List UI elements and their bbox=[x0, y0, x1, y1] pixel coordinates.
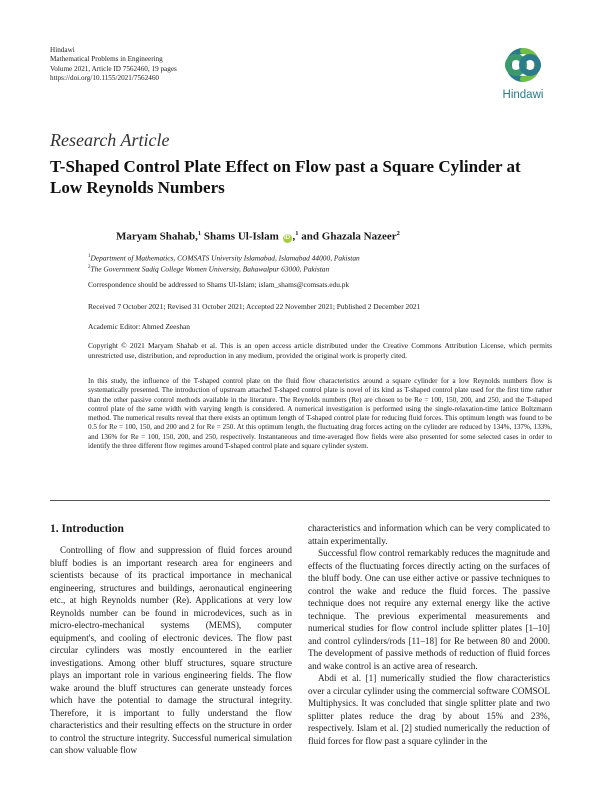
author-affiliation-mark: 1 bbox=[197, 230, 202, 237]
author-name: Maryam Shahab, bbox=[116, 230, 198, 243]
correspondence: Correspondence should be addressed to Shams Ul-Islam; islam_shams@comsats.edu.pk bbox=[88, 280, 350, 289]
author-list: Maryam Shahab,$^1$ Shams Ul-Islam iD ,$^1$ and Ghazala Nazeer$^2$ bbox=[116, 230, 400, 243]
academic-editor: Academic Editor: Ahmed Zeeshan bbox=[88, 322, 190, 331]
affiliation-text: The Government Sadiq College Women University, Bahawalpur 63000, Pakistan bbox=[90, 264, 330, 274]
orcid-icon[interactable]: iD bbox=[284, 234, 291, 241]
hindawi-logo bbox=[494, 45, 552, 105]
author-affiliation-mark: 2 bbox=[396, 230, 400, 237]
abstract: In this study, the influence of the T-shaped control plate on the fluid flow characteristics around a square cylinder for a low Reynolds numbers flow is systematically presented. The introduction of upstream attached T-shaped control plate is novel of its kind as T-shaped control plate used for the first time rather than the other passive control methods available in the literature. The Reynolds numbers (Re) are chosen to be Re = 100, 150, 200, and 250, and the T-shaped control plate of the same width with varying length is considered. A numerical investigation is performed using the single-relaxation-time lattice Boltzmann method. The numerical results reveal that there exists an optimum length of T-shaped control plate for reducing fluid forces. This optimum length was found to be 0.5 for Re = 100, 150, and 200 and 2 for Re = 250. At this optimum length, the fluctuating drag forces acting on the cylinder are reduced by 134%, 137%, 133%, and 136% for Re = 100, 150, 200, and 250, respectively. Instantaneous and time-averaged flow fields were also presented for some selected cases in order to identify the three different flow regimes around T-shaped control plate and square cylinder system. bbox=[88, 377, 552, 451]
author-affiliation-mark: 1 bbox=[295, 230, 299, 237]
affiliation-item bbox=[88, 263, 552, 274]
copyright-notice: Copyright © 2021 Maryam Shahab et al. This is an open access article distributed under the Creative Commons Attribution License, which permits unrestricted use, distribution, and reproduction in any medium, provided the original work is properly cited. bbox=[88, 341, 552, 360]
affiliation-item bbox=[88, 252, 552, 263]
author-name: Shams Ul-Islam bbox=[203, 230, 279, 243]
hindawi-logo-mark bbox=[494, 45, 552, 89]
article-dates: Received 7 October 2021; Revised 31 October 2021; Accepted 22 November 2021; Published 2 December 2021 bbox=[88, 302, 421, 311]
body-paragraph: characteristics and information which can be very complicated to attain experimentally. bbox=[308, 523, 550, 546]
publisher-name: Hindawi bbox=[50, 46, 75, 54]
body-paragraph: Successful flow control remarkably reduces the magnitude and effects of the fluctuating forces directly acting on the surfaces of the bluff body. One can use either active or passive techniques to control the wake and reduce the fluid forces. The passive technique does not require any external energy like the active technique. The previous experimental measurements and numerical studies for flow control include splitter plates [1–10] and control cylinders/rods [11–18] for Re between 80 and 2000. The development of passive methods of reduction of fluid forces and wake control is an active area of research. bbox=[308, 548, 550, 671]
body-paragraph: Abdi et al. [1] numerically studied the flow characteristics over a circular cylinder using the commercial software COMSOL Multiphysics. It was concluded that single splitter plate and two splitter plates reduce the drag by about 15% and 23%, respectively. Islam et al. [2] studied numerically the reduction of fluid forces for flow past a square cylinder in the bbox=[308, 673, 550, 746]
affiliations bbox=[88, 252, 552, 274]
affiliation-text: Department of Mathematics, COMSATS University Islamabad, Islamabad 44000, Pakistan bbox=[90, 253, 360, 263]
author-name: and Ghazala Nazeer bbox=[301, 230, 397, 243]
body-paragraph: Controlling of flow and suppression of fluid forces around bluff bodies is an important research area for engineers and scientists because of its practical importance in mechanical engineering, structures and buildings, aeronautical engineering etc., at high Reynolds number (Re). Applications at very low Reynolds number can be found in microdevices, such as in micro-electro-mechanical systems (MEMS), computer equipment's, and cooling of electronic devices. The flow past circular cylinders was mostly encountered in the earlier investigations. Among other bluff structures, square structure plays an important role in various engineering fields. The flow wake around the bluff structures can generate unsteady forces which have the potential to damage the structural integrity. Therefore, it is important to fully understand the flow characteristics and their resulting effects on the structure in order to control the structure integrity. Successful numerical simulation can show valuable flow bbox=[50, 545, 292, 755]
logo-wordmark: Hindawi bbox=[502, 89, 544, 101]
affiliation-mark: 1 bbox=[88, 254, 91, 259]
volume-line: Volume 2021, Article ID 7562460, 19 pages bbox=[50, 64, 177, 73]
section-heading: 1. Introduction bbox=[50, 523, 124, 535]
journal-info bbox=[50, 46, 177, 83]
body-column-right bbox=[308, 522, 550, 747]
body-column-left bbox=[50, 522, 292, 757]
section-divider bbox=[50, 500, 550, 501]
article-type: Research Article bbox=[50, 130, 170, 150]
doi-link[interactable]: https://doi.org/10.1155/2021/7562460 bbox=[50, 73, 160, 82]
journal-name: Mathematical Problems in Engineering bbox=[50, 55, 163, 64]
affiliation-mark: 2 bbox=[88, 264, 91, 270]
article-title: T-Shaped Control Plate Effect on Flow past a Square Cylinder at Low Reynolds Numbers bbox=[50, 157, 521, 197]
